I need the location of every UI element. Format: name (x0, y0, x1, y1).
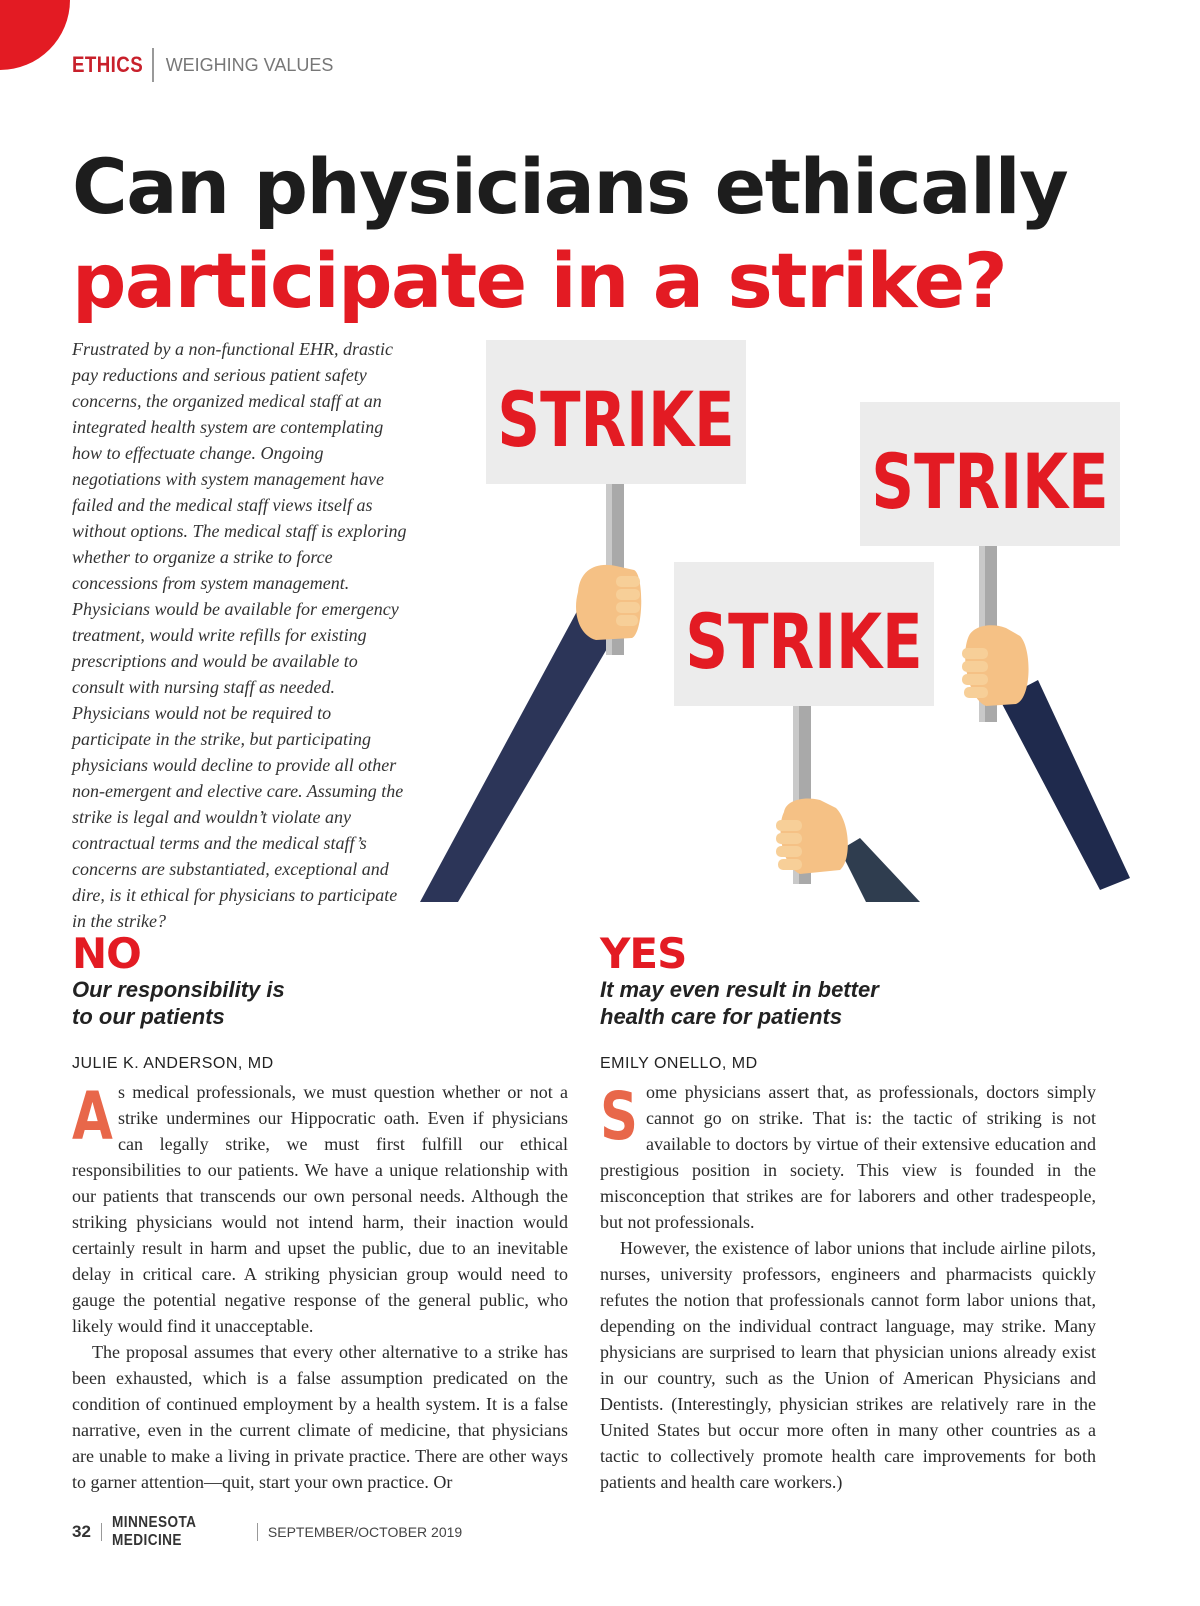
yes-subtitle-line-1: It may even result in better (600, 977, 879, 1002)
no-subtitle-line-2: to our patients (72, 1004, 225, 1029)
left-hand (576, 565, 641, 640)
corner-accent (0, 0, 70, 70)
yes-stance-label: YES (600, 929, 687, 978)
middle-hand (776, 799, 848, 875)
yes-column-body (600, 1079, 1096, 1495)
no-paragraph-1-text: s medical professionals, we must question whether or not a strike undermines our Hippocratic oath. Even if physicians can legally strike, we must first fulfill our ethical responsibilities to our patients. We have a unique relationship with our patients that transcends our own personal needs. Although the striking physicians would not intend harm, their inaction would certainly result in harm and upset the public, due to an inevitable delay in critical care. A striking physician group would need to gauge the potential negative response of the general public, who likely would find it unacceptable. (72, 1082, 568, 1336)
section-subtitle: WEIGHING VALUES (165, 54, 334, 75)
no-dropcap: A (72, 1078, 113, 1155)
strike-signs-illustration (420, 330, 1140, 910)
sign-left-text: STRIKE (497, 376, 735, 465)
sign-right-text: STRIKE (871, 438, 1109, 527)
footer-divider-2 (257, 1523, 258, 1541)
article-title (72, 140, 1067, 328)
no-subtitle-line-1: Our responsibility is (72, 977, 285, 1002)
page-footer (72, 1514, 462, 1550)
section-divider (152, 48, 154, 82)
footer-divider-1 (101, 1523, 102, 1541)
yes-paragraph-1-text: ome physicians assert that, as professionals, doctors simply cannot go on strike. That is: the tactic of striking is not available to doctors by virtue of their extensive education and prestigious position in society. This view is founded in the misconception that strikes are for laborers and other tradespeople, but not professionals. (600, 1082, 1096, 1232)
section-name: ETHICS (72, 52, 144, 77)
yes-dropcap: S (600, 1078, 639, 1155)
page-number: 32 (72, 1522, 91, 1541)
yes-paragraph-2: However, the existence of labor unions that include airline pilots, nurses, university professors, engineers and pharmacists quickly refutes the notion that professionals cannot form labor unions that, depending on the individual contract language, may strike. Many physicians are surprised to learn that physician unions already exist in our country, such as the Union of American Physicians and Dentists. (Interestingly, physician strikes are relatively rare in the United States but occur more often in many other countries as a tactic to collectively promote health care improvements for both patients and health care workers.) (600, 1238, 1096, 1492)
sign-middle-text: STRIKE (685, 598, 923, 687)
magazine-name: MINNESOTA MEDICINE (111, 1514, 196, 1549)
no-stance-label: NO (72, 929, 141, 978)
no-paragraph-2: The proposal assumes that every other alternative to a strike has been exhausted, which is a false assumption predicated on the condition of continued employment by a health system. It is a false narrative, even in the current climate of medicine, that physicians are unable to make a living in private practice. There are other ways to garner attention—quit, start your own practice. Or (72, 1342, 568, 1492)
intro-text (72, 336, 407, 934)
no-author: JULIE K. ANDERSON, MD (72, 1055, 274, 1072)
no-paragraph-1 (72, 1079, 568, 1339)
yes-subtitle-line-2: health care for patients (600, 1004, 843, 1029)
yes-author: EMILY ONELLO, MD (600, 1055, 758, 1072)
yes-paragraph-1 (600, 1079, 1096, 1235)
section-header (72, 48, 333, 82)
title-line-2: participate in a strike? (72, 236, 1007, 325)
left-sleeve (420, 602, 618, 902)
title-line-1: Can physicians ethically (72, 142, 1068, 231)
issue-date: SEPTEMBER/OCTOBER 2019 (267, 1524, 463, 1540)
right-sleeve (1000, 680, 1130, 890)
right-hand (962, 625, 1029, 706)
intro-paragraph: Frustrated by a non-functional EHR, drastic pay reductions and serious patient safety concerns, the organized medical staff at an integrated health system are contemplating how to effectuate change. Ongoing negotiations with system management have failed and the medical staff views itself as without options. The medical staff is exploring whether to organize a strike to force concessions from system management. Physicians would be available for emergency treatment, would write refills for existing prescriptions and would be available to consult with nursing staff as needed. Physicians would not be required to participate in the strike, but participating physicians would decline to provide all other non-emergent and elective care. Assuming the strike is legal and wouldn’t violate any contractual terms and the medical staff’s concerns are substantiated, exceptional and dire, is it ethical for physicians to participate in the strike? (72, 339, 407, 931)
yes-stance-block (600, 929, 1100, 1030)
no-stance-block (72, 929, 572, 1030)
middle-sleeve (840, 838, 920, 902)
no-column-body (72, 1079, 568, 1495)
